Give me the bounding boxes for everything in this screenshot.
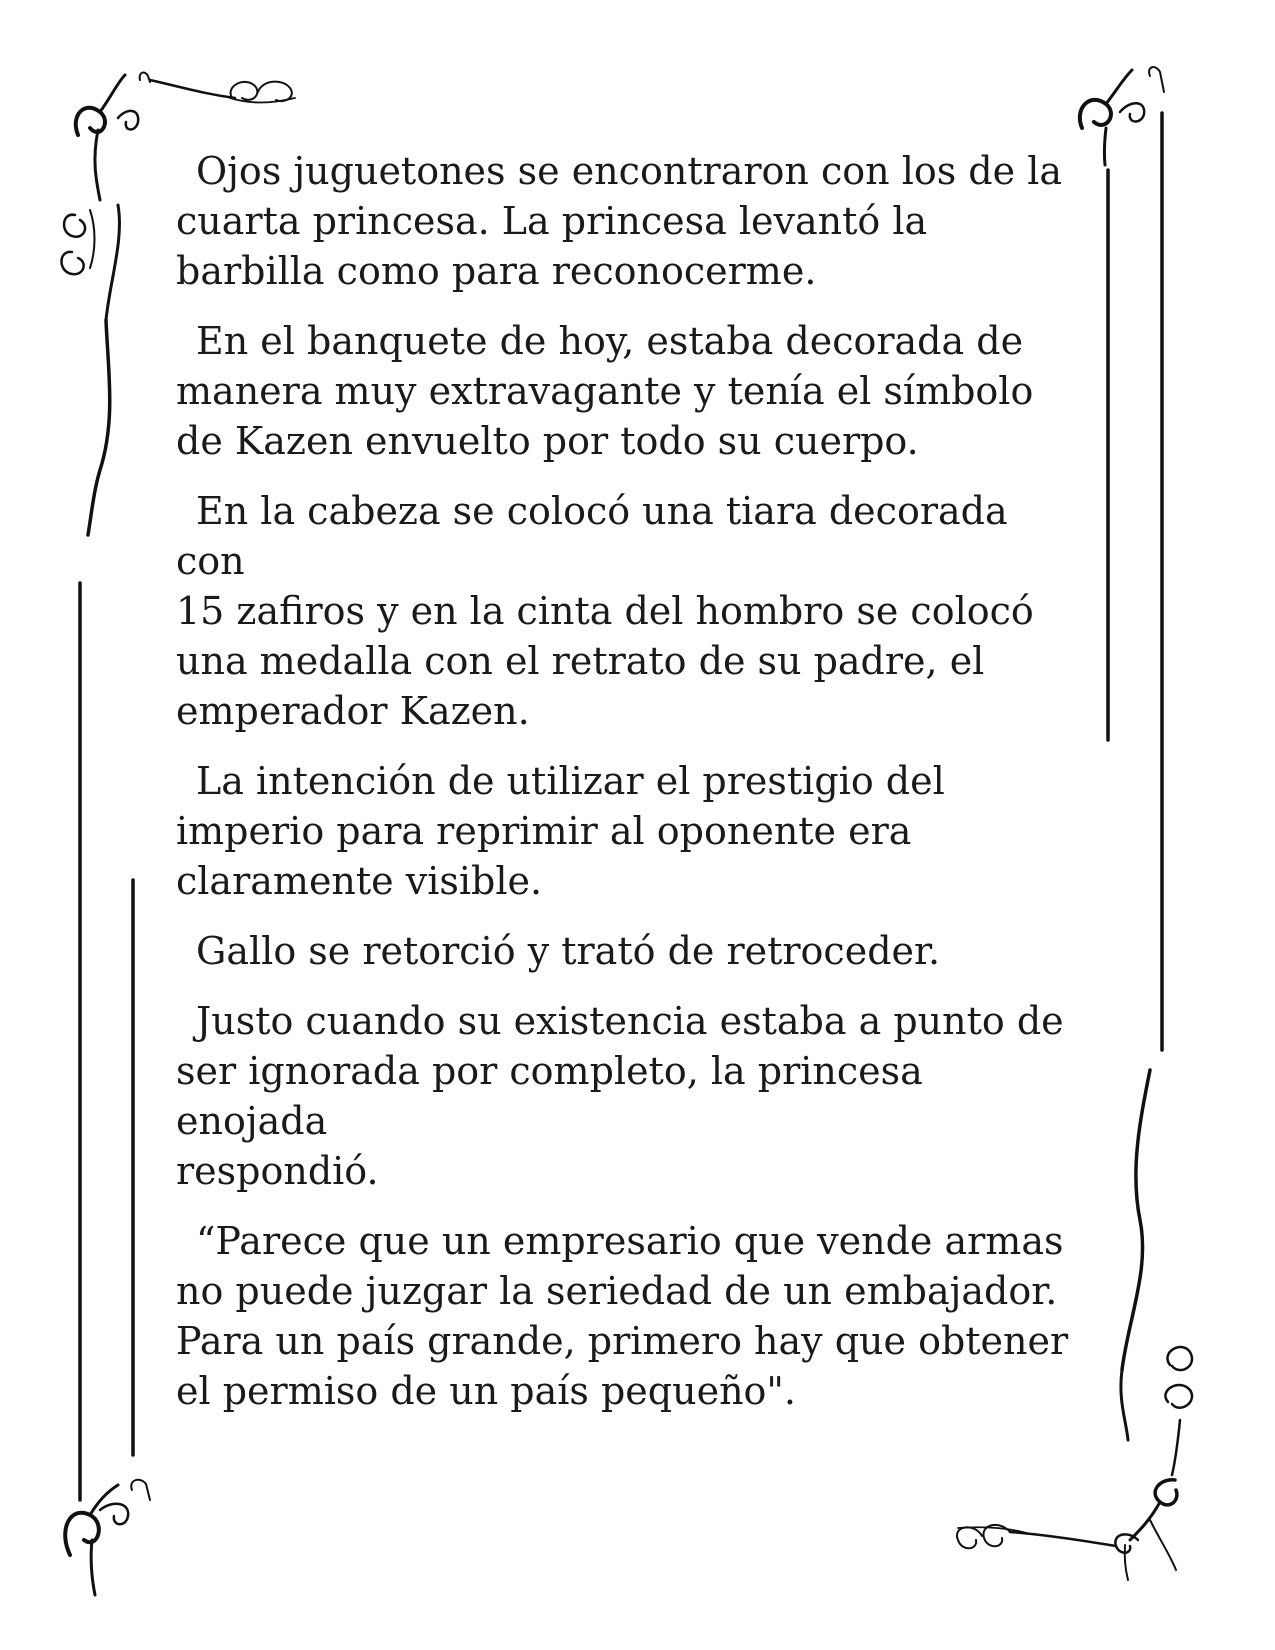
bottom-left-flourish bbox=[65, 1480, 150, 1595]
paragraph-6: Justo cuando su existencia estaba a punto de ser ignorada por completo, la princesa enojada respondió. bbox=[176, 999, 1064, 1193]
paragraph-5: Gallo se retorció y trató de retroceder. bbox=[196, 929, 941, 973]
paragraph-3: En la cabeza se colocó una tiara decorada con 15 zafiros y en la cinta del hombro se colocó una medalla con el retrato de su padre, el emperador Kazen. bbox=[176, 489, 1034, 733]
paragraph-7: “Parece que un empresario que vende armas no puede juzgar la seriedad de un embajador. Para un país grande, primero hay que obtener el permiso de un país pequeño". bbox=[176, 1219, 1069, 1413]
paragraph-2: En el banquete de hoy, estaba decorada de manera muy extravagante y tenía el símbolo de Kazen envuelto por todo su cuerpo. bbox=[176, 319, 1034, 463]
top-right-flourish bbox=[1080, 67, 1164, 165]
story-text bbox=[176, 146, 1076, 1436]
paragraph-1: Ojos juguetones se encontraron con los de la cuarta princesa. La princesa levantó la barbilla como para reconocerme. bbox=[176, 149, 1063, 293]
paragraph-4: La intención de utilizar el prestigio del imperio para reprimir al oponente era claramente visible. bbox=[176, 759, 945, 903]
